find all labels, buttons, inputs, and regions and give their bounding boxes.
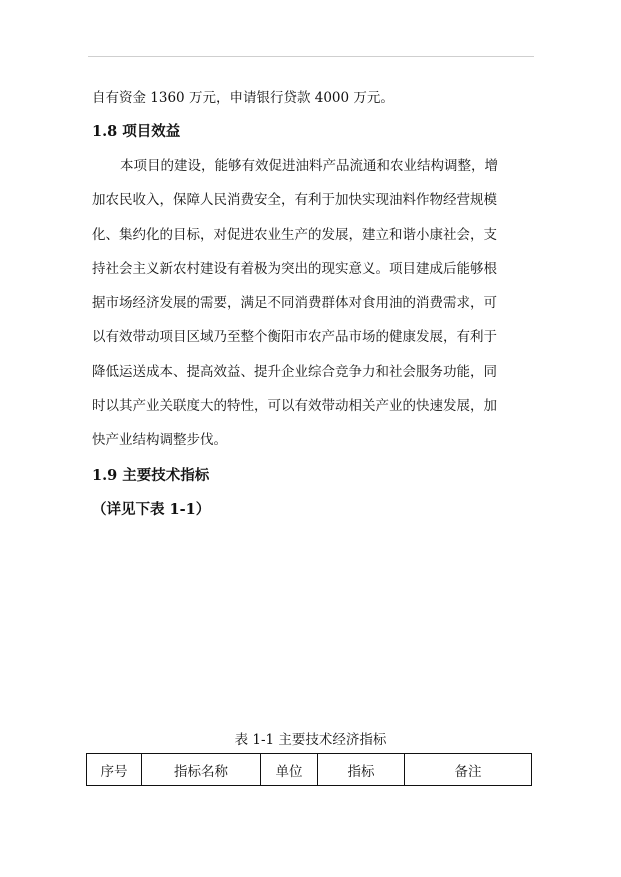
table-reference-note: （详见下表 1-1） — [92, 501, 211, 518]
body-line: 据市场经济发展的需要，满足不同消费群体对食用油的消费需求，可 — [92, 295, 497, 311]
header-rule — [88, 56, 534, 57]
body-line: 本项目的建设，能够有效促进油料产品流通和农业结构调整，增 — [120, 158, 498, 174]
column-header-remarks: 备注 — [405, 754, 532, 786]
body-line: 以有效带动项目区域乃至整个衡阳市农产品市场的健康发展，有利于 — [92, 329, 497, 345]
funding-paragraph: 自有资金 1360 万元，申请银行贷款 4000 万元。 — [92, 90, 394, 106]
column-header-indicator-name: 指标名称 — [142, 754, 261, 786]
column-header-unit: 单位 — [261, 754, 318, 786]
body-line: 化、集约化的目标，对促进农业生产的发展，建立和谐小康社会，支 — [92, 227, 497, 243]
table-header-row — [87, 754, 532, 786]
body-line: 持社会主义新农村建设有着极为突出的现实意义。项目建成后能够根 — [92, 261, 497, 277]
column-header-index: 序号 — [87, 754, 142, 786]
body-line: 时以其产业关联度大的特性，可以有效带动相关产业的快速发展，加 — [92, 398, 497, 414]
body-line: 降低运送成本、提高效益、提升企业综合竞争力和社会服务功能，同 — [92, 364, 497, 380]
body-line: 快产业结构调整步伐。 — [92, 432, 227, 448]
column-header-value: 指标 — [318, 754, 405, 786]
section-1-9-heading: 1.9 主要技术指标 — [92, 467, 210, 484]
body-line: 加农民收入，保障人民消费安全，有利于加快实现油料作物经营规模 — [92, 192, 497, 208]
technical-indicators-table — [86, 753, 532, 786]
table-caption: 表 1-1 主要技术经济指标 — [234, 732, 387, 748]
section-1-8-heading: 1.8 项目效益 — [92, 123, 181, 140]
